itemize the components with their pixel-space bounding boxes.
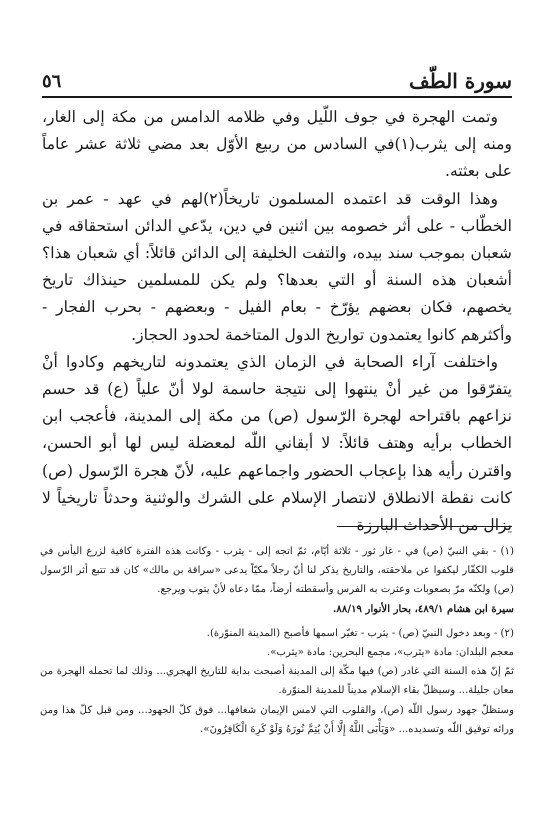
page-header [42, 66, 512, 98]
paragraph-1: وتمت الهجرة في جوف اللّيل وفي ظلامه الدامس من مكة إلى الغار، ومنه إلى يثرب(١)في السادس من ربيع الأوّل بعد مضي ثلاثة عشر عاماً على بعثته. [42, 108, 512, 181]
chapter-title: سورة الطّف [409, 69, 512, 93]
page-number: ٥٦ [42, 70, 62, 92]
paragraph-3: واختلفت آراء الصحابة في الزمان الذي يعتمدونه لتاريخهم وكادوا أنْ يتفرّقوا من غير أنْ ينتهوا إلى نتيجة حاسمة لولا أنّ علياً (ع) قد حسم نزاعهم باقتراحه لهجرة الرّسول (ص) من مكة إلى المدينة، فأعجب ابن الخطاب برأيه وهتف قائلاً: لا أبقاني اللّه لمعضلة ليس لها أبو الحسن، واقترن رأيه هذا بإعجاب الحضور واجماعهم عليه، لأنّ هجرة الرّسول (ص) كانت نقطة الانطلاق لانتصار الإسلام على الشرك والوثنية وحدثاً تاريخياً لا يزال من الأحداث البارزة [42, 352, 512, 535]
main-text [42, 104, 512, 539]
footnote-divider [337, 526, 512, 527]
footnote-1-source: سيرة ابن هشام ٤٨٩/١، بحار الأنوار ٨٨/١٩. [332, 602, 514, 615]
paragraph-2: وهذا الوقت قد اعتمده المسلمون تاريخاً(٢)لهم في عهد - عمر بن الخطّاب - على أثر خصومه بين اثنين في دين، يدّعي الدائن استحقاقه في شعبان بموجب سند بيده، والتفت الخليفة إلى الدائن قائلاً: أي شعبان هذا؟ أشعبان هذه السنة أو التي بعدها؟ ولم يكن للمسلمين حينذاك تاريخ يخصهم، فكان بعضهم يؤرّخ - بعام الفيل - وبعضهم - بحرب الفجار - وأكثرهم كانوا يعتمدون تواريخ الدول المتاخمة لحدود الحجاز. [42, 189, 512, 344]
footnotes [40, 542, 514, 739]
footnote-2-continuation: ثمّ إنّ هذه السنة التي غادر (ص) فيها مكّة إلى المدينة أصبحت بداية للتاريخ الهجري... وذلك لما تحمله الهجرة من معان جليلة... وسيظلّ بقاء الإسلام مديناً للمدينة المنوّرة. [40, 666, 514, 697]
footnote-2-continuation-2: وستظلّ جهود رسول اللّه (ص)، والقلوب التي لامس الإيمان شغافها... فوق كلّ الجهود... ومن قبل كلّ هذا ومن ورائه توفيق اللّه وتسديده... «وَيَأْبَى اللَّهُ إِلَّا أَنْ يُتِمَّ نُورَهُ وَلَوْ كَرِهَ الْكَافِرُونَ». [40, 704, 514, 735]
footnote-1: (١) - بقي النبيّ (ص) في - غار ثور - ثلاثة أيّام، ثمّ اتجه إلى - يثرب - وكانت هذه الفترة كافية لزرع اليأس في قلوب الكفّار ليكفوا عن ملاحقته، والتاريخ يذكر لنا أنّ رجلاً مكيّاً يدعى «سراقة بن مالك» كان قد تتبع أثر الرّسول (ص) ولكنّه مرّ بصعوبات وعثرت به الفرس وأسقطته أرضاً، ممّا دعاه لأنْ يتوب ويرجع. [40, 546, 514, 596]
footnote-2: (٢) - وبعد دخول النبيّ (ص) - يثرب - تغيّر اسمها فأصبح (المدينة المنوّرة). [206, 627, 514, 639]
footnote-2-source: معجم البلدان: مادة «يثرب»، مجمع البحرين: مادة «يثرب». [266, 647, 514, 659]
